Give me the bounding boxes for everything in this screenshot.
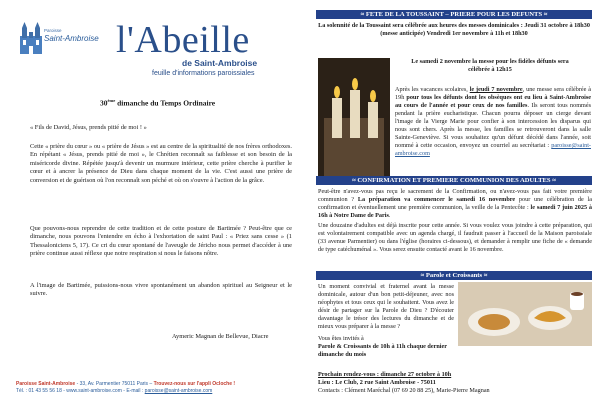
- parish-label-small: Paroisse: [44, 28, 62, 33]
- editorial-paragraph-2: Que pouvons-nous reprendre de cette tradition et de cette posture de Bartimée ? Peut-être que ce dimanche, nous pouvons l'entendre en écho à l'exhortation de saint Paul : « Priez sans cesse » (1 Thessaloniciens 5, 17). Ce cri du cœur spontané de l'aveugle de Jéricho nous permet d'accéder à une prière continue aussi réflexe que notre respiration si nous le faisons nôtre.: [30, 225, 292, 258]
- newsletter-tagline: feuille d'informations paroissiales: [152, 70, 255, 77]
- parole-croissants-description: Un moment convivial et fraternel avant la messe dominicale, autour d'un bon petit-déjeuner, avec nos néophytes et tous ceux qui le souhaitent. Vous avez le désir de partager sur la Parole de Dieu ? D'écouter davantage le trésor des lectures du dimanche et de mieux vous préparer à la messe ? Vous êtes invités à: [318, 283, 454, 342]
- secretariat-email-link[interactable]: paroisse@saint-ambroise.com: [395, 142, 591, 157]
- newsletter-title: l'Abeille: [116, 19, 250, 61]
- footer-app-link[interactable]: Trouvez-nous sur l'appli Ocloche !: [153, 381, 236, 387]
- newsletter-subtitle: de Saint-Ambroise: [182, 58, 258, 68]
- editorial-paragraph-1: Cette « prière du cœur » ou « prière de Jésus » est au centre de la spiritualité de nos frères orthodoxes. En répétant « Jésus, prends pitié de moi », le Chrétien reconnaît sa faiblesse et son besoin de la miséricorde divine. Répétée jusqu'à devenir un murmure intérieur, cette prière cherche à purifier le cœur et à ancrer la présence de Dieu dans chaque moment de la vie. C'est aussi une prière de conversion et de guérison où l'on reconnaît son péché et où on s'ouvre à l'action de la grâce.: [30, 143, 292, 184]
- parish-label: Saint-Ambroise: [44, 34, 99, 43]
- defunts-mass-details: Après les vacances scolaires, le jeudi 7 novembre, une messe sera célébrée à 19h pour tous les défunts dont les obsèques ont eu lieu à Saint-Ambroise au cours de l'année et pour ceux de nos familles. Ils seront tous nommés pendant la prière eucharistique. Chacun pourra déposer un cierge devant l'image de la Vierge Marie pour confier à son intercession les disparus qui nous sont chers. Après la messe, les familles se retrouveront dans la salle Sainte-Geneviève. Si vous souhaitez qu'un défunt décédé dans l'année, soit nommé à cette occasion, envoyez un courriel au secrétariat : paroisse@saint-ambroise.com: [395, 86, 592, 157]
- breakfast-photo-icon: [458, 282, 592, 346]
- section-header-confirmation: ≈ CONFIRMATION ET PREMIERE COMMUNION DES ADULTES ≈: [316, 176, 592, 185]
- editorial-signature: Aymeric Magnan de Bellevue, Diacre: [172, 333, 269, 340]
- confirmation-details: Une douzaine d'adultes est déjà inscrite pour cette année. Si vous voulez vous joindre à cette préparation, qui est volontairement compatible avec un agenda chargé, il faudrait passer à l'accueil de la Maison paroissiale (33 avenue Parmentier) ou dans l'église (horaires ci-dessous), et demander à remplir une fiche de « demande de type catéchuménal ». Vous serez ensuite contacté avant le 16 novembre.: [318, 222, 592, 253]
- candle-photo-icon: [318, 58, 390, 176]
- defunts-mass-notice: Le samedi 2 novembre la messe pour les fidèles défunts sera célébrée à 12h15: [411, 58, 569, 73]
- footer-parish-name: Paroisse Saint-Ambroise: [16, 381, 76, 387]
- editorial-paragraph-3: A l'image de Bartimée, puissions-nous vivre spontanément un abandon spirituel au Seigneur et le suivre.: [30, 282, 292, 298]
- footer-email-link[interactable]: paroisse@saint-ambroise.com: [144, 388, 213, 394]
- parish-footer: Paroisse Saint-Ambroise - 33, Av. Parmentier 75011 Paris – Trouvez-nous sur l'appli Ocloche ! Tél. : 01 43 55 56 18 - www.saint-ambroise.com - E-mail : paroisse@saint-ambroise.com: [16, 381, 236, 394]
- toussaint-schedule: La solennité de la Toussaint sera célébrée aux heures des messes dominicales : Jeudi 31 octobre à 18h30 (messe anticipée) Vendredi 1er novembre à 11h et 18h30: [318, 22, 590, 37]
- sunday-heading: 30ème dimanche du Temps Ordinaire: [100, 98, 216, 108]
- gospel-quote: « Fils de David, Jésus, prends pitié de moi ! »: [30, 124, 147, 131]
- parole-croissants-schedule: Parole & Croissants de 10h à 11h chaque dernier dimanche du mois: [318, 343, 447, 358]
- next-meeting-info: Prochain rendez-vous : dimanche 27 octobre à 10h Lieu : Le Club, 2 rue Saint Ambroise - 75011 Contacts : Clément Maréchal (07 69 20 88 25), Marie-Pierre Magnan: [318, 371, 490, 394]
- section-header-parole-croissants: ≈ Parole et Croissants ≈: [316, 271, 592, 280]
- section-header-toussaint: ≈ FETE DE LA TOUSSAINT – PRIERE POUR LES DEFUNTS ≈: [316, 10, 592, 19]
- confirmation-intro: Peut-être n'avez-vous pas reçu le sacrement de la Confirmation, ou n'avez-vous pas fait votre première communion ? La préparation va commencer le samedi 16 novembre pour une célébration de la confirmation et éventuellement une première communion, la veille de la Pentecôte : le samedi 7 juin 2025 à 16h à Notre Dame de Paris.: [318, 188, 593, 219]
- church-logo-icon: [16, 22, 46, 56]
